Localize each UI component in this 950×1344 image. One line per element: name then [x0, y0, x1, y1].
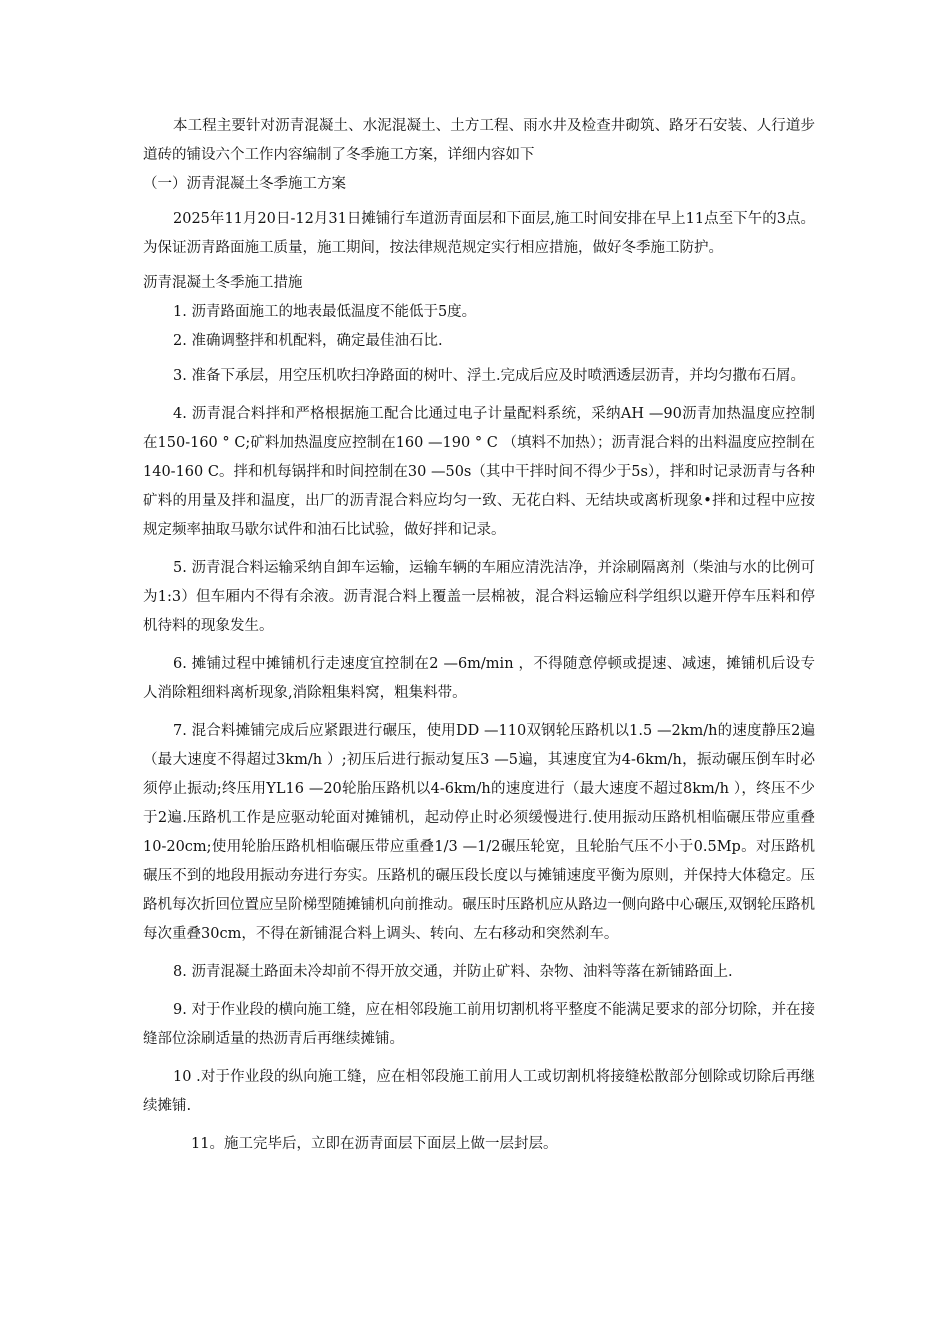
list-item-1: 1. 沥青路面施工的地表最低温度不能低于5度。 [173, 304, 477, 320]
list-item-8: 8. 沥青混凝土路面未冷却前不得开放交通，并防止矿料、杂物、油料等落在新铺路面上. [173, 964, 733, 980]
document-body [143, 112, 815, 1159]
section-heading: （一）沥青混凝土冬季施工方案 [143, 176, 346, 192]
list-item-4: 4. 沥青混合料拌和严格根据施工配合比通过电子计量配料系统，采纳AH —90沥青加热温度应控制在150-160 ° C;矿料加热温度应控制在160 —190 ° C （填料不加热）；沥青混合料的出料温度应控制在140-160 C。拌和机每锅拌和时间控制在30 —50s（其中干拌时间不得少于5s），拌和时记录沥青与各种矿料的用量及拌和温度，出厂的沥青混合料应均匀一致、无花白料、无结块或离析现象•拌和过程中应按规定频率抽取马歇尔试件和油石比试验，做好拌和记录。 [143, 406, 815, 538]
intro-paragraph: 本工程主要针对沥青混凝土、水泥混凝土、土方工程、雨水井及检查井砌筑、路牙石安装、人行道步道砖的铺设六个工作内容编制了冬季施工方案，详细内容如下 [143, 118, 815, 163]
list-item-3: 3. 准备下承层，用空压机吹扫净路面的树叶、浮土.完成后应及时喷洒透层沥青，并均匀撒布石屑。 [173, 368, 806, 384]
list-item-10: 10 .对于作业段的纵向施工缝，应在相邻段施工前用人工或切割机将接缝松散部分刨除或切除后再继续摊铺. [143, 1069, 815, 1114]
list-item-9: 9. 对于作业段的横向施工缝，应在相邻段施工前用切割机将平整度不能满足要求的部分切除，并在接缝部位涂刷适量的热沥青后再继续摊铺。 [143, 1002, 815, 1047]
list-item-11: 11。施工完毕后，立即在沥青面层下面层上做一层封层。 [191, 1136, 558, 1152]
measures-heading: 沥青混凝土冬季施工措施 [143, 275, 303, 291]
section-paragraph: 2025年11月20日-12月31日摊铺行车道沥青面层和下面层,施工时间安排在早上11点至下午的3点。为保证沥青路面施工质量，施工期间，按法律规范规定实行相应措施，做好冬季施工防护。 [143, 211, 815, 256]
list-item-7: 7. 混合料摊铺完成后应紧跟进行碾压，使用DD —110双钢轮压路机以1.5 —2km/h的速度静压2遍（最大速度不得超过3km/h ）;初压后进行振动复压3 —5遍，其速度宜为4-6km/h，振动碾压倒车时必须停止振动;终压用YL16 —20轮胎压路机以4-6km/h的速度进行（最大速度不超过8km/h ），终压不少于2遍.压路机工作是应驱动轮面对摊铺机，起动停止时必须缓慢进行.使用振动压路机相临碾压带应重叠10-20cm;使用轮胎压路机相临碾压带应重叠1/3 —1/2碾压轮宽，且轮胎气压不小于0.5Mp。对压路机碾压不到的地段用振动夯进行夯实。压路机的碾压段长度以与摊铺速度平衡为原则，并保持大体稳定。压路机每次折回位置应呈阶梯型随摊铺机向前推动。碾压时压路机应从路边一侧向路中心碾压,双钢轮压路机每次重叠30cm，不得在新铺混合料上调头、转向、左右移动和突然刹车。 [143, 723, 815, 942]
list-item-5: 5. 沥青混合料运输采纳自卸车运输，运输车辆的车厢应清洗洁净，并涂刷隔离剂（柴油与水的比例可为1:3）但车厢内不得有余液。沥青混合料上覆盖一层棉被，混合料运输应科学组织以避开停车压料和停机待料的现象发生。 [143, 560, 815, 634]
list-item-2: 2. 准确调整拌和机配料，确定最佳油石比. [173, 333, 443, 349]
list-item-6: 6. 摊铺过程中摊铺机行走速度宜控制在2 —6m/min ，不得随意停顿或提速、减速，摊铺机后设专人消除粗细料离析现象,消除粗集料窝，粗集料带。 [143, 656, 815, 701]
